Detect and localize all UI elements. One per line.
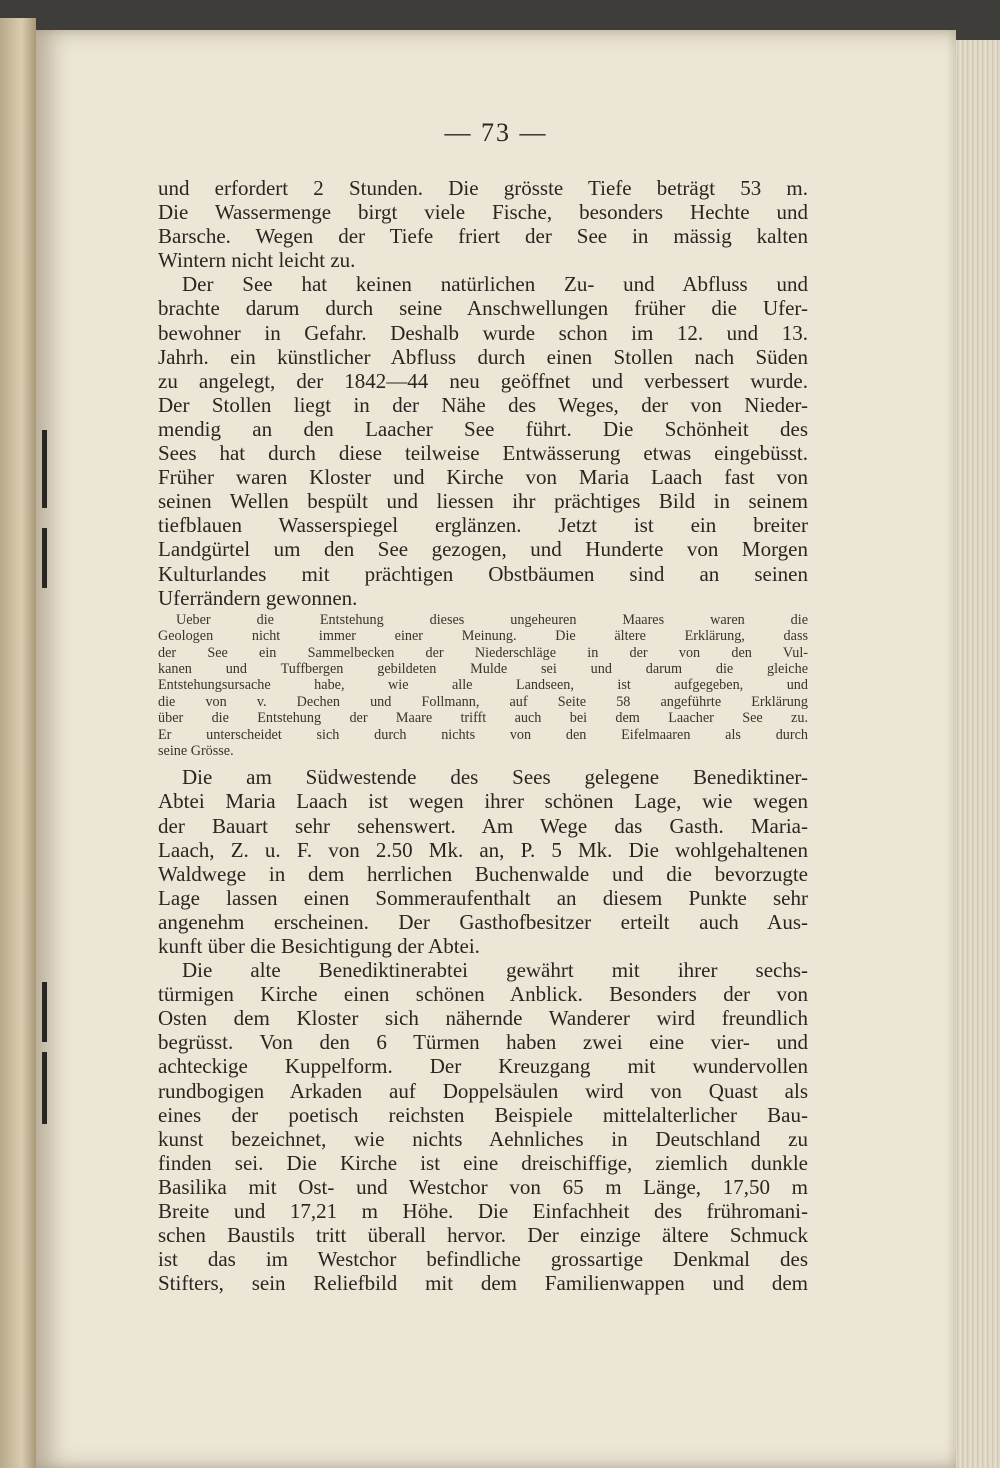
text-line: eines der poetisch reichsten Beispiele mittelalterlicher Bau-	[158, 1102, 808, 1127]
text-line: Laach, Z. u. F. von 2.50 Mk. an, P. 5 Mk. Die wohlgehaltenen	[158, 837, 808, 862]
text-line: schen Baustils tritt überall hervor. Der einzige ältere Schmuck	[158, 1223, 808, 1248]
paragraph	[158, 958, 808, 1295]
note-line: der See ein Sammelbecken der Niederschläge in der von den Vul-	[158, 644, 808, 661]
margin-mark	[42, 430, 47, 508]
margin-mark	[42, 1052, 47, 1124]
main-text	[158, 176, 808, 1295]
note-line: die von v. Dechen und Follmann, auf Seite 58 angeführte Erklärung	[158, 693, 808, 710]
paragraph	[158, 176, 808, 272]
text-line: Breite und 17,21 m Höhe. Die Einfachheit des frühromani-	[158, 1199, 808, 1224]
page-number: — 73 —	[444, 118, 548, 147]
text-line: kunft über die Besichtigung der Abtei.	[158, 934, 480, 958]
text-line: kunst bezeichnet, wie nichts Aehnliches in Deutschland zu	[158, 1126, 808, 1151]
margin-mark	[42, 528, 47, 588]
text-line: bewohner in Gefahr. Deshalb wurde schon im 12. und 13.	[158, 320, 808, 345]
text-line: begrüsst. Von den 6 Türmen haben zwei eine vier- und	[158, 1030, 808, 1055]
text-line: tiefblauen Wasserspiegel erglänzen. Jetzt ist ein breiter	[158, 513, 808, 538]
text-line: der Bauart sehr sehenswert. Am Wege das Gasth. Maria-	[158, 813, 808, 838]
note-line: über die Entstehung der Maare trifft auch bei dem Laacher See zu.	[158, 710, 808, 727]
text-line: Der Stollen liegt in der Nähe des Weges, der von Nieder-	[158, 392, 808, 417]
text-line: angenehm erscheinen. Der Gasthofbesitzer erteilt auch Aus-	[158, 909, 808, 934]
note-line: Entstehungsursache habe, wie alle Landseen, ist aufgegeben, und	[158, 677, 808, 694]
text-line: Barsche. Wegen der Tiefe friert der See in mässig kalten	[158, 224, 808, 249]
text-line: Früher waren Kloster und Kirche von Maria Laach fast von	[158, 465, 808, 490]
note-line: seine Grösse.	[158, 742, 234, 759]
text-line: und erfordert 2 Stunden. Die grösste Tiefe beträgt 53 m.	[158, 176, 808, 200]
text-line: türmigen Kirche einen schönen Anblick. Besonders der von	[158, 982, 808, 1007]
note-line: Er unterscheidet sich durch nichts von den Eifelmaaren als durch	[158, 726, 808, 743]
note-line: Ueber die Entstehung dieses ungeheuren Maares waren die	[176, 611, 808, 628]
text-line: finden sei. Die Kirche ist eine dreischiffige, ziemlich dunkle	[158, 1150, 808, 1175]
text-line: Osten dem Kloster sich nähernde Wanderer wird freundlich	[158, 1006, 808, 1031]
footnote-paragraph	[158, 612, 808, 760]
text-line: Jahrh. ein künstlicher Abfluss durch einen Stollen nach Süden	[158, 344, 808, 369]
text-line: Basilika mit Ost- und Westchor von 65 m Länge, 17,50 m	[158, 1174, 808, 1199]
text-line: Stifters, sein Reliefbild mit dem Familienwappen und dem	[158, 1271, 808, 1296]
text-line: brachte darum durch seine Anschwellungen früher die Ufer-	[158, 296, 808, 321]
text-line: Kulturlandes mit prächtigen Obstbäumen sind an seinen	[158, 561, 808, 586]
note-line: Geologen nicht immer einer Meinung. Die ältere Erklärung, dass	[158, 628, 808, 645]
text-line: mendig an den Laacher See führt. Die Schönheit des	[158, 416, 808, 441]
text-line: Waldwege in dem herrlichen Buchenwalde und die bevorzugte	[158, 861, 808, 886]
text-line: Sees hat durch diese teilweise Entwässerung etwas eingebüsst.	[158, 441, 808, 466]
text-line: ist das im Westchor befindliche grossartige Denkmal des	[158, 1247, 808, 1272]
paragraph	[158, 272, 808, 609]
paragraph	[158, 765, 808, 958]
text-line: Die Wassermenge birgt viele Fische, besonders Hechte und	[158, 200, 808, 225]
text-line: Die alte Benediktinerabtei gewährt mit ihrer sechs-	[182, 958, 808, 983]
text-line: Wintern nicht leicht zu.	[158, 248, 356, 273]
text-line: Die am Südwestende des Sees gelegene Benediktiner-	[182, 765, 808, 790]
text-line: Der See hat keinen natürlichen Zu- und Abfluss und	[182, 272, 808, 297]
margin-mark	[42, 982, 47, 1042]
text-line: seinen Wellen bespült und liessen ihr prächtiges Bild in seinem	[158, 489, 808, 514]
text-line: Abtei Maria Laach ist wegen ihrer schönen Lage, wie wegen	[158, 789, 808, 814]
note-line: kanen und Tuffbergen gebildeten Mulde sei und darum die gleiche	[158, 660, 808, 677]
book-page	[36, 30, 956, 1468]
text-line: rundbogigen Arkaden auf Doppelsäulen wird von Quast als	[158, 1078, 808, 1103]
text-line: zu angelegt, der 1842—44 neu geöffnet und verbessert wurde.	[158, 368, 808, 393]
text-line: Landgürtel um den See gezogen, und Hunderte von Morgen	[158, 537, 808, 562]
text-line: Uferrändern gewonnen.	[158, 585, 358, 610]
left-page-edge	[0, 18, 36, 1468]
text-line: Lage lassen einen Sommeraufenthalt an diesem Punkte sehr	[158, 885, 808, 910]
text-line: achteckige Kuppelform. Der Kreuzgang mit wundervollen	[158, 1054, 808, 1079]
